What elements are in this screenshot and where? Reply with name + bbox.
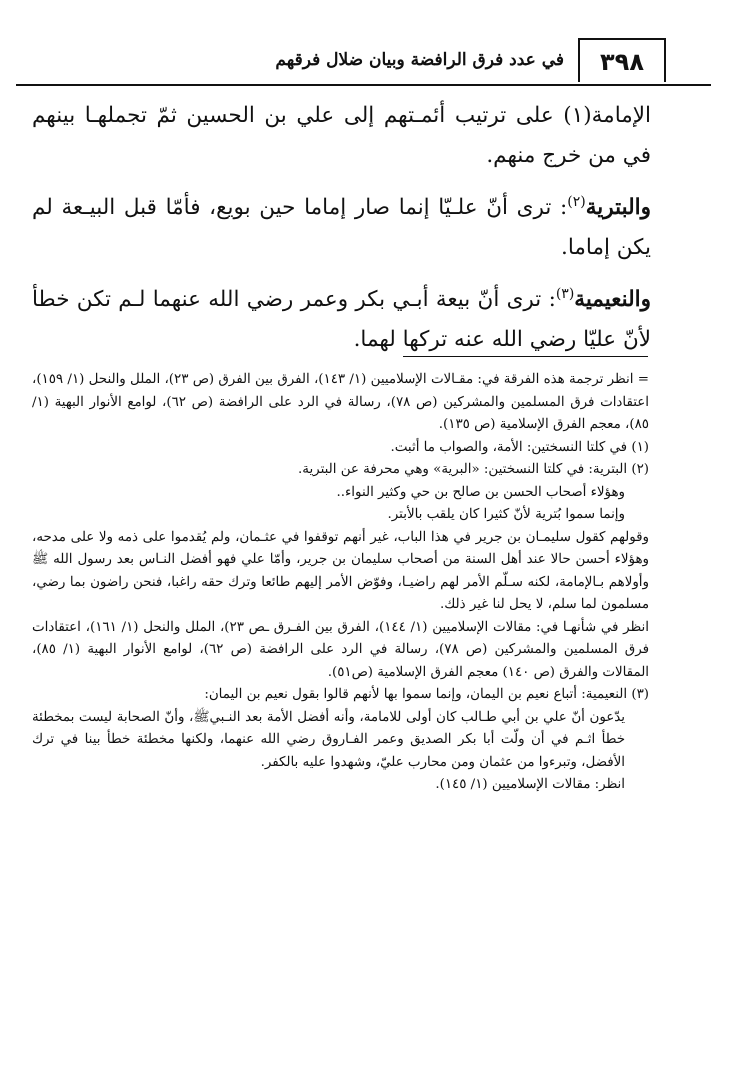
footnote-ref-2: (٢)	[567, 193, 586, 210]
footnote-rule	[403, 356, 648, 357]
term-nuaymiya: والنعيمية	[574, 287, 651, 312]
footnote-1: (١) في كلتا النسختين: الأمة، والصواب ما أثبت.	[390, 439, 649, 455]
page-header	[16, 38, 711, 86]
footnote-3-refs: انظر: مقالات الإسلاميين (١/ ١٤٥).	[435, 777, 625, 792]
footnotes	[32, 369, 649, 797]
footnote-3-line: يدّعون أنّ علي بن أبي طـالب كان أولى للامامة، وأنه أفضل الأمة بعد النـبيﷺ، وأنّ الصحابة ليست بمخطئة خطأ اثـم في أن ولّت أبا بكر الصديق وعمر الفـاروق رضي الله عنهما، ولكنها مخطئة خطأ بينا في ترك الأفضل، وتبرءوا من عثمان ومن محارب عليّ، وشهدوا عليه بالكفر.	[32, 709, 625, 770]
footnote-2-line: وقولهم كقول سليمـان بن جرير في هذا الباب، غير أنهم توقفوا في عثـمان، ولم يُقدموا على ذمه ولا على مدحه، وهؤلاء أحسن حالا عند أهل السنة من أصحاب سليمان بن جرير، وأمّا علي فهو أفضل النـاس بعد رسول الله ﷺ وأولاهم بـالإمامة، لكنه سـلّم الأمر لهم راضيـا، وفوّض الأمر إليهم طائعا وترك حقه راغبا، فنحن راضون بما رضي، مسلمون لما سلم، لا يحل لنا غير ذلك.	[32, 529, 649, 612]
term-batriya: والبترية	[585, 195, 651, 220]
header-rule	[16, 84, 711, 86]
page-number: ٣٩٨	[578, 38, 666, 82]
main-text	[32, 96, 651, 372]
paragraph-batriya-text: : ترى أنّ علـيّا إنما صار إماما حين بويع، فأمّا قبل البيـعة لم يكن إماما.	[32, 195, 651, 260]
footnote-2-refs: انظر في شأنهـا في: مقالات الإسلاميين (١/ ١٤٤)، الفرق بين الفـرق ـص ٢٣)، الملل والنحل (١/ ١٦١)، اعتقادات فرق المسلمين والمشركين (ص ٧٨)، رسالة في الرد على الرافضة (ص ٦٢)، لوامع الأنوار البهية (١/ ٨٥)، المقالات والفرق (ص ١٤٠) معجم الفرق الإسلامية (ص٥١).	[32, 619, 649, 680]
footnote-2-line: وهؤلاء أصحاب الحسن بن صالح بن حي وكثير النواء..	[336, 484, 625, 500]
paragraph-nuaymiya	[32, 280, 651, 360]
footnote-continuation: = انظر ترجمة هذه الفرقة في: مقـالات الإسلاميين (١/ ١٤٣)، الفرق بين الفرق (ص ٢٣)، الملل والنحل (١/ ١٥٩)، اعتقادات فرق المسلمين والمشركين (ص ٧٨)، رسالة في الرد على الرافضة (ص ٦٢)، لوامع الأنوار البهية (١/ ٨٥)، معجم الفرق الإسلامية (ص ١٣٥).	[32, 372, 649, 432]
running-title: في عدد فرق الرافضة وبيان ضلال فرقهم	[275, 50, 564, 70]
paragraph-imamiya-end: الإمامة(١) على ترتيب أئمـتهم إلى علي بن الحسين ثمّ تجملهـا بينهم في من خرج منهم.	[32, 103, 651, 168]
footnote-3-head: (٣) النعيمية: أتباع نعيم بن اليمان، وإنما سموا بها لأنهم قالوا بقول نعيم بن اليمان:	[204, 687, 649, 702]
paragraph-nuaymiya-text: : ترى أنّ بيعة أبـي بكر وعمر رضي الله عنهما لـم تكن خطأ لأنّ عليّا رضي الله عنه تركها لهما.	[32, 287, 651, 352]
footnote-2-line: وإنما سموا بُترية لأنّ كثيرا كان يلقب بالأبتر.	[387, 507, 625, 522]
paragraph-batriya	[32, 188, 651, 268]
footnote-2-head: (٢) البترية: في كلتا النسختين: «البرية» وهي محرفة عن البترية.	[298, 462, 649, 477]
footnote-ref-3: (٣)	[555, 285, 575, 302]
